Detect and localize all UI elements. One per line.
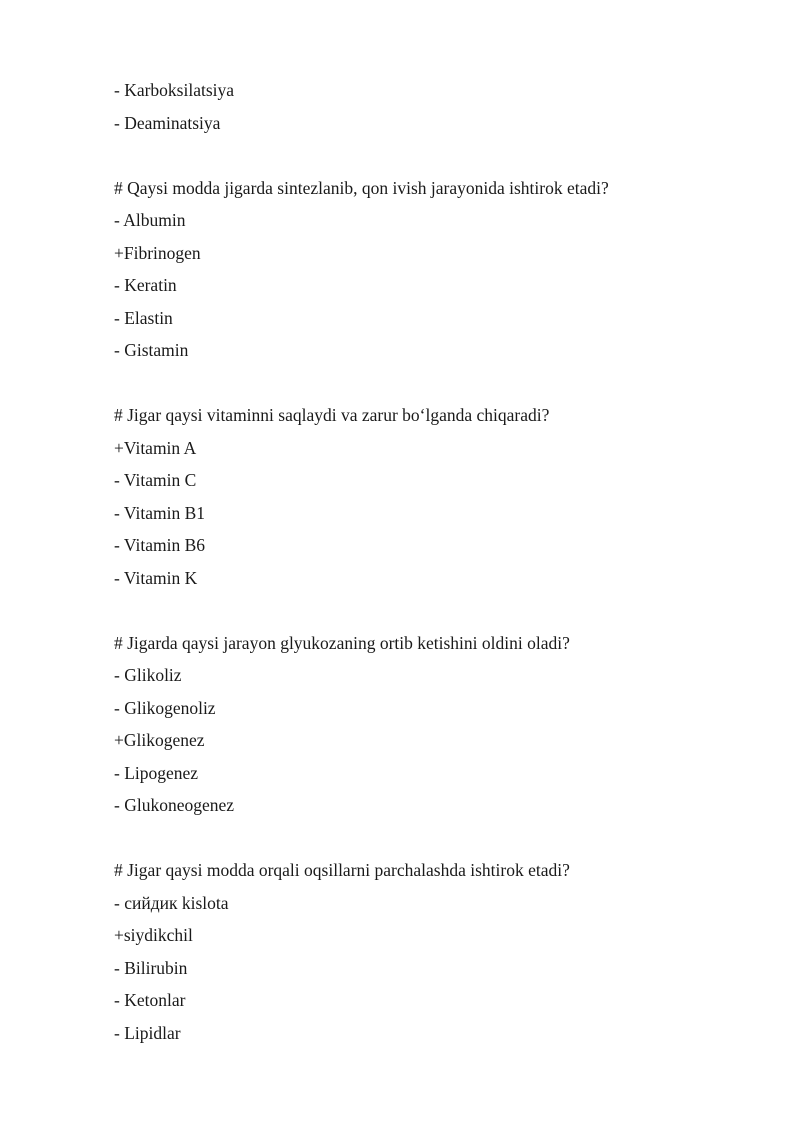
correct-option-line: +Fibrinogen	[114, 242, 201, 263]
question-block-3	[114, 627, 734, 822]
lead-options-block	[114, 74, 734, 139]
correct-option-line: +Vitamin A	[114, 437, 197, 458]
option-line: - Elastin	[114, 307, 173, 328]
option-line: - Keratin	[114, 275, 177, 295]
option-line: - Karboksilatsiya	[114, 80, 235, 100]
option-line: - Vitamin C	[114, 470, 197, 490]
question-text: # Qaysi modda jigarda sintezlanib, qon ivish jarayonida ishtirok etadi?	[114, 177, 609, 198]
document-content	[114, 74, 734, 1082]
option-line: - Gistamin	[114, 340, 189, 360]
question-text: # Jigarda qaysi jarayon glyukozaning ortib ketishini oldini oladi?	[114, 632, 570, 653]
option-line: - Vitamin K	[114, 567, 198, 588]
question-block-1	[114, 172, 734, 367]
option-line: - Deaminatsiya	[114, 112, 221, 133]
question-text: # Jigar qaysi vitaminni saqlaydi va zarur bo‘lganda chiqaradi?	[114, 405, 550, 425]
option-line: - Glikogenoliz	[114, 697, 216, 718]
option-line: - сийдик kislota	[114, 892, 229, 913]
correct-option-line: +siydikchil	[114, 925, 193, 945]
correct-option-line: +Glikogenez	[114, 730, 205, 750]
option-line: - Vitamin B6	[114, 535, 205, 555]
option-line: - Albumin	[114, 210, 186, 230]
option-line: - Glukoneogenez	[114, 795, 235, 815]
option-line: - Vitamin B1	[114, 502, 205, 523]
option-line: - Lipidlar	[114, 1022, 181, 1043]
option-line: - Lipogenez	[114, 762, 199, 783]
option-line: - Glikoliz	[114, 665, 182, 685]
question-block-2	[114, 399, 734, 594]
question-block-4	[114, 854, 734, 1049]
option-line: - Ketonlar	[114, 990, 186, 1010]
question-text: # Jigar qaysi modda orqali oqsillarni parchalashda ishtirok etadi?	[114, 860, 570, 880]
option-line: - Bilirubin	[114, 957, 188, 978]
